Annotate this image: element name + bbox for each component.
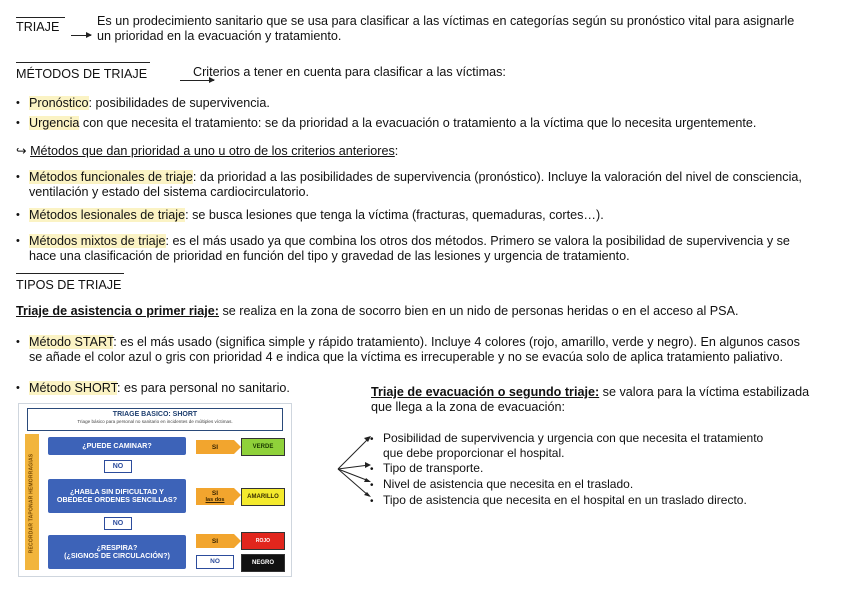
criteria-text: con que necesita el tratamiento: se da prioridad a la evacuación o tratamiento a la víctima que lo necesita urgentemente. xyxy=(79,116,757,130)
sub-heading-colon: : xyxy=(394,144,399,158)
method-text: : da prioridad a las posibilidades de supervivencia (pronóstico). Incluye la valoración del nivel de consciencia, xyxy=(192,170,802,184)
method-item xyxy=(29,170,848,200)
bullet-icon: • xyxy=(370,434,374,445)
result-black: NEGRO xyxy=(241,554,285,572)
start-label: Método START xyxy=(29,335,114,349)
question-breathe-b: (¿SIGNOS DE CIRCULACIÓN?) xyxy=(64,551,170,560)
segundo-item-text: que debe proporcionar el hospital. xyxy=(383,446,565,460)
primer-triaje-label: Triaje de asistencia o primer riaje: xyxy=(16,304,219,318)
question-talk: ¿HABLA SIN DIFICULTAD Y OBEDECE ORDENES SENCILLAS? xyxy=(48,479,186,513)
triaje-term-text: TRIAJE xyxy=(16,20,60,34)
segundo-item xyxy=(370,493,747,509)
segundo-item-text: Tipo de asistencia que necesita en el hospital en un traslado directo. xyxy=(383,493,747,507)
criteria-item xyxy=(29,116,756,131)
right-arrow-icon xyxy=(71,35,91,36)
no-label: NO xyxy=(104,517,132,530)
triaje-definition-line: un prioridad en la evacuación y tratamiento. xyxy=(97,29,342,43)
method-text: hace una clasificación de prioridad en función del tipo y gravedad de las lesiones y urgencia de tratamiento. xyxy=(29,249,630,263)
segundo-item-text: Tipo de transporte. xyxy=(383,461,484,475)
bullet-icon: • xyxy=(16,336,20,348)
yes-both-text: SI xyxy=(211,489,219,497)
result-red: ROJO xyxy=(241,532,285,550)
bullet-icon: • xyxy=(16,117,20,129)
yes-arrow: SI xyxy=(196,534,234,548)
start-text: se añade el color azul o gris con prioridad 4 e indica que la víctima es irrecuperable y no se evacúa solo de aplica tratamiento paliativo. xyxy=(29,350,783,364)
result-yellow: AMARILLO xyxy=(241,488,285,506)
yes-both-arrow xyxy=(196,488,234,505)
metodos-criteria: Criterios a tener en cuenta para clasificar a las víctimas: xyxy=(193,65,506,79)
criteria-text: : posibilidades de supervivencia. xyxy=(88,96,270,110)
tipos-heading: TIPOS DE TRIAJE xyxy=(16,278,122,292)
segundo-item xyxy=(370,461,484,477)
short-text: : es para personal no sanitario. xyxy=(116,381,290,395)
flowchart-subtitle: Triage básico para personal no sanitario en incidentes de múltiples víctimas. xyxy=(77,419,233,424)
flowchart-title-box xyxy=(27,408,283,431)
segundo-label: Triaje de evacuación o segundo triaje: xyxy=(371,385,600,399)
divider xyxy=(16,62,150,63)
bullet-icon: • xyxy=(16,235,20,247)
bullet-icon: • xyxy=(370,496,374,507)
method-text: ventilación y estado del sistema cardiocirculatorio. xyxy=(29,185,309,199)
segundo-item xyxy=(370,477,634,493)
side-label: RECORDAR TAPONAR HEMORRAGIAS xyxy=(28,453,35,554)
result-green: VERDE xyxy=(241,438,285,456)
triaje-definition xyxy=(97,14,794,44)
segundo-item-text: Posibilidad de supervivencia y urgencia con que necesita el tratamiento xyxy=(383,431,764,445)
start-text: : es el más usado (significa simple y rápido tratamiento). Incluye 4 colores (rojo, amarillo, verde y negro). En algunos casos xyxy=(113,335,800,349)
short-method xyxy=(29,381,290,396)
question-walk: ¿PUEDE CAMINAR? xyxy=(48,437,186,455)
question-breathe-a: ¿RESPIRA? xyxy=(96,542,138,552)
method-text: : se busca lesiones que tenga la víctima (fracturas, quemaduras, cortes…). xyxy=(185,208,604,222)
start-method xyxy=(29,335,844,365)
yes-arrow: SI xyxy=(196,440,234,454)
segundo-triaje xyxy=(371,385,809,415)
short-label: Método SHORT xyxy=(29,381,117,395)
sub-heading-row xyxy=(16,144,398,159)
bullet-icon: • xyxy=(16,171,20,183)
method-item xyxy=(29,208,604,223)
segundo-item xyxy=(370,431,764,460)
primer-triaje xyxy=(16,304,738,319)
method-label: Métodos mixtos de triaje xyxy=(29,234,166,248)
method-label: Métodos lesionales de triaje xyxy=(29,208,186,222)
yes-both-text: las dos xyxy=(205,496,225,503)
method-text: : es el más usado ya que combina los otros dos métodos. Primero se valora la posibilidad de supervivencia y se xyxy=(165,234,790,248)
method-item xyxy=(29,234,844,264)
short-triage-flowchart xyxy=(18,403,292,577)
no-label: NO xyxy=(104,460,132,473)
primer-triaje-text: se realiza en la zona de socorro bien en un nido de personas heridas o en el acceso al PSA. xyxy=(219,304,739,318)
bullet-icon: • xyxy=(370,480,374,491)
bullet-icon: • xyxy=(16,209,20,221)
metodos-heading: MÉTODOS DE TRIAJE xyxy=(16,67,148,81)
method-label: Métodos funcionales de triaje xyxy=(29,170,193,184)
bullet-icon: • xyxy=(16,382,20,394)
hook-arrow-icon: ↪ xyxy=(16,144,27,158)
no-label: NO xyxy=(196,555,234,569)
bullet-icon: • xyxy=(16,97,20,109)
divider xyxy=(16,273,124,274)
sub-heading: Métodos que dan prioridad a uno u otro de los criterios anteriores xyxy=(30,144,395,158)
triaje-term xyxy=(16,20,59,35)
segundo-item-text: Nivel de asistencia que necesita en el traslado. xyxy=(383,477,634,491)
side-bar xyxy=(25,434,39,570)
segundo-text: que llega a la zona de evacuación: xyxy=(371,400,565,414)
triaje-definition-line: Es un prodecimiento sanitario que se usa para clasificar a las víctimas en categorías según su pronóstico vital para asignarle xyxy=(97,14,795,28)
criteria-item xyxy=(29,96,270,111)
criteria-label: Urgencia xyxy=(29,116,80,130)
criteria-label: Pronóstico xyxy=(29,96,89,110)
bullet-icon: • xyxy=(370,464,374,475)
right-arrow-icon xyxy=(180,80,214,81)
segundo-text: se valora para la víctima estabilizada xyxy=(599,385,810,399)
flowchart-title: TRIAGE BASICO: SHORT xyxy=(112,411,198,418)
question-breathe xyxy=(48,535,186,569)
